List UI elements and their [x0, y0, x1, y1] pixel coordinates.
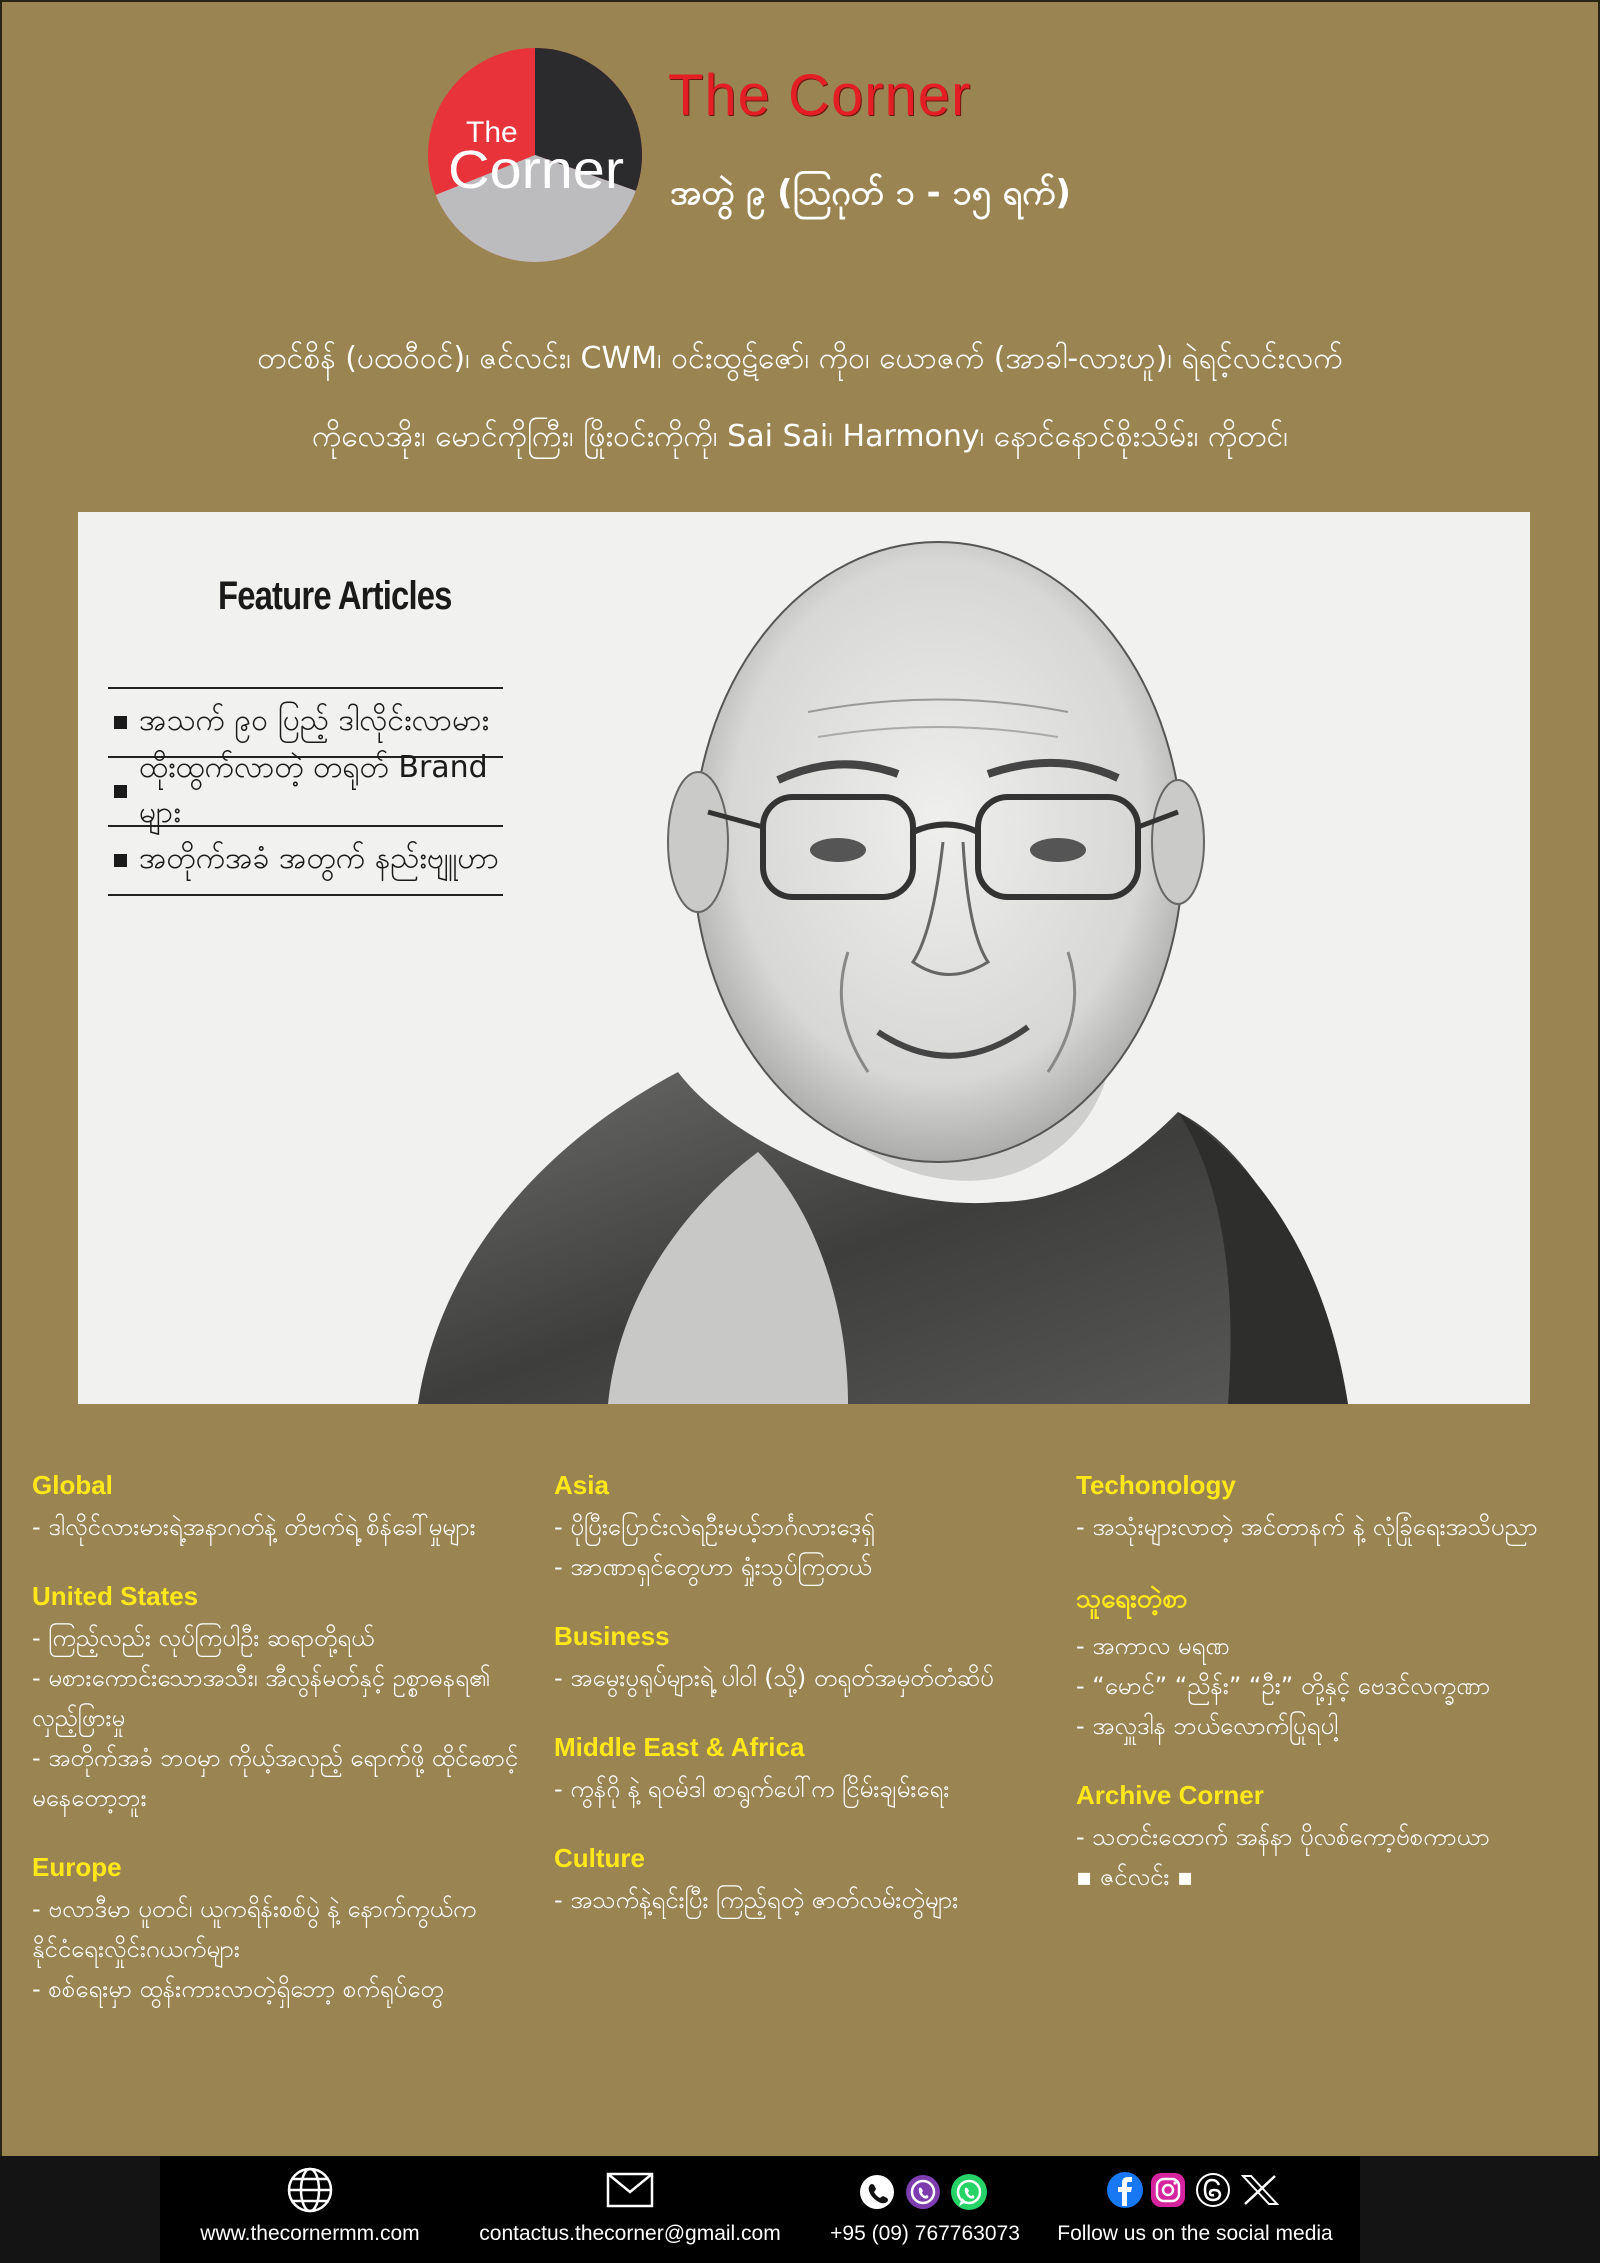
portrait-sketch	[378, 512, 1530, 1404]
feature-article-item	[108, 827, 503, 896]
threads-icon[interactable]	[1197, 2174, 1229, 2206]
section-item: - ကွန်ဂို နဲ့ ရဝမ်ဒါ စာရွက်ပေါ်က ငြိမ်းချမ်းရေး	[554, 1775, 950, 1803]
section-item: - စစ်ရေးမှာ ထွန်းကားလာတဲ့ရှိဘော့ စက်ရုပ်တွေ	[32, 1975, 444, 2003]
website-link[interactable]: www.thecornermm.com	[200, 2222, 420, 2245]
section-item: - အသက်နဲ့ရင်းပြီး ကြည့်ရတဲ့ ဇာတ်လမ်းတွဲများ	[554, 1886, 959, 1914]
section-business	[554, 1621, 1054, 1698]
phone-icons	[857, 2170, 993, 2214]
section-item: - အသုံးများလာတဲ့ အင်တာနက် နဲ့ လုံခြုံရေးအသိပညာ	[1076, 1513, 1538, 1541]
section-middle-east-africa	[554, 1732, 1054, 1809]
viber-icon	[906, 2175, 940, 2209]
section-title: Techonology	[1076, 1470, 1236, 1500]
section-title: Europe	[32, 1852, 122, 1882]
phone-number[interactable]: +95 (09) 767763073	[830, 2222, 1020, 2245]
x-icon[interactable]	[1243, 2176, 1277, 2204]
contributors-line-1: တင်စိန် (ပထဝီဝင်)၊ ဇင်လင်း၊ CWM၊ ဝင်းထွဋ်ဇော်၊ ကိုဝ၊ ယောဇက် (အာခါ-လားဟူ)၊ ရဲရင့်လင်းလက်	[257, 341, 1343, 376]
section-title: Culture	[554, 1843, 645, 1873]
section-item: - အကာလ မရဏ	[1076, 1632, 1230, 1660]
feature-article-item	[108, 749, 503, 830]
feature-articles-list	[108, 687, 503, 896]
section-item: - “မောင်” “ညိန်း” “ဦး” တို့နှင့် ဗေဒင်လက္ခဏာ	[1076, 1672, 1491, 1700]
section-item: - သတင်းထောက် အန်နာ ပိုလစ်ကော့ဗ်စကာယာ	[1076, 1823, 1490, 1851]
section-title: Asia	[554, 1470, 609, 1500]
contributors-line-2: ကိုလေအိုး၊ မောင်ကိုကြီး၊ ဖြိုးဝင်းကိုကို၊ Sai Sai၊ Harmony၊ နောင်နောင်စိုးသိမ်း၊ ကိုတင်၊	[312, 419, 1288, 454]
section-item: - အလှူဒါန ဘယ်လောက်ပြုရပါ့	[1076, 1712, 1339, 1740]
section-united-states	[32, 1581, 532, 1818]
footer-email[interactable]	[460, 2156, 800, 2263]
footer-phone[interactable]	[810, 2156, 1040, 2263]
section-item: - ကြည့်လည်း လုပ်ကြပါဦး ဆရာတို့ရယ်	[32, 1624, 375, 1652]
section-item: - အာဏာရှင်တွေဟာ ရှုံးသွပ်ကြတယ်	[554, 1553, 872, 1581]
logo-small-text: The	[466, 116, 518, 149]
instagram-icon[interactable]	[1151, 2173, 1185, 2207]
square-bullet-icon	[114, 785, 127, 798]
sections-column-2	[554, 1470, 1054, 1954]
section-title: Global	[32, 1470, 113, 1500]
section-title: Middle East & Africa	[554, 1732, 805, 1762]
section-title: Business	[554, 1621, 670, 1651]
sections-column-3	[1076, 1470, 1576, 1931]
globe-icon	[286, 2166, 334, 2214]
social-icons	[1105, 2170, 1285, 2210]
feature-article-text: အသက် ၉၀ ပြည့် ဒါလိုင်းလာမား	[139, 703, 490, 738]
issue-line: အတွဲ ၉ (ဩဂုတ် ၁ - ၁၅ ရက်)	[670, 173, 1071, 213]
phone-icon	[860, 2175, 894, 2209]
section-asia	[554, 1470, 1054, 1587]
section-item: - အမွေးပွရုပ်များရဲ့ ပါဝါ (သို့) တရုတ်အမှတ်တံဆိပ်	[554, 1664, 994, 1692]
section-item: - ဒါလိုင်လားမားရဲ့အနာဂတ်နဲ့ တိဗက်ရဲ့ စိန်ခေါ်မှုများ	[32, 1513, 476, 1541]
feature-article-text: အတိုက်အခံ အတွက် နည်းဗျူဟာ	[139, 841, 500, 876]
brand-title: The Corner	[668, 63, 972, 128]
section-archive-corner	[1076, 1780, 1576, 1897]
footer-bar	[160, 2156, 1360, 2263]
section-item: - မစားကောင်းသောအသီး၊ အီလွန်မတ်နှင့် ဥစ္စာဓနရ၏ လှည့်ဖြားမှု	[32, 1664, 491, 1732]
section-item: - ပိုပြီးပြောင်းလဲရဦးမယ့်ဘင်္ဂလားဒေ့ရှ်	[554, 1513, 875, 1541]
section-item: ▪ ဇင်လင်း ▪	[1076, 1863, 1194, 1891]
email-link[interactable]: contactus.thecorner@gmail.com	[479, 2222, 781, 2245]
section-title: United States	[32, 1581, 199, 1611]
feature-articles-title: Feature Articles	[218, 574, 452, 618]
section-title: သူရေးတဲ့စာ	[1076, 1583, 1188, 1613]
facebook-icon[interactable]	[1107, 2172, 1143, 2208]
square-bullet-icon	[114, 854, 127, 867]
section-culture	[554, 1843, 1054, 1920]
footer-social[interactable]	[1040, 2156, 1350, 2263]
logo-big-text: Corner	[448, 140, 625, 200]
whatsapp-icon	[951, 2174, 987, 2210]
square-bullet-icon	[114, 716, 127, 729]
section-su-yay-tae-sar	[1076, 1581, 1576, 1746]
footer	[0, 2156, 1600, 2263]
footer-website[interactable]	[190, 2156, 430, 2263]
section-item: - ဗလာဒီမာ ပူတင်၊ ယူကရိန်းစစ်ပွဲ နဲ့ နောက်ကွယ်က နိုင်ငံရေးလှိုင်းဂယက်များ	[32, 1895, 477, 1963]
sections-column-1	[32, 1470, 532, 2043]
section-global	[32, 1470, 532, 1547]
section-item: - အတိုက်အခံ ဘဝမှာ ကိုယ့်အလှည့် ရောက်ဖို့ ထိုင်စောင့် မနေတော့ဘူး	[32, 1744, 518, 1812]
section-title: Archive Corner	[1076, 1780, 1264, 1810]
social-follow-text: Follow us on the social media	[1057, 2222, 1333, 2245]
section-europe	[32, 1852, 532, 2009]
feature-panel	[78, 512, 1530, 1404]
the-corner-logo	[428, 48, 642, 262]
mail-icon	[606, 2172, 654, 2208]
section-technology	[1076, 1470, 1576, 1547]
feature-article-text: ထိုးထွက်လာတဲ့ တရုတ် Brand များ	[139, 749, 488, 830]
